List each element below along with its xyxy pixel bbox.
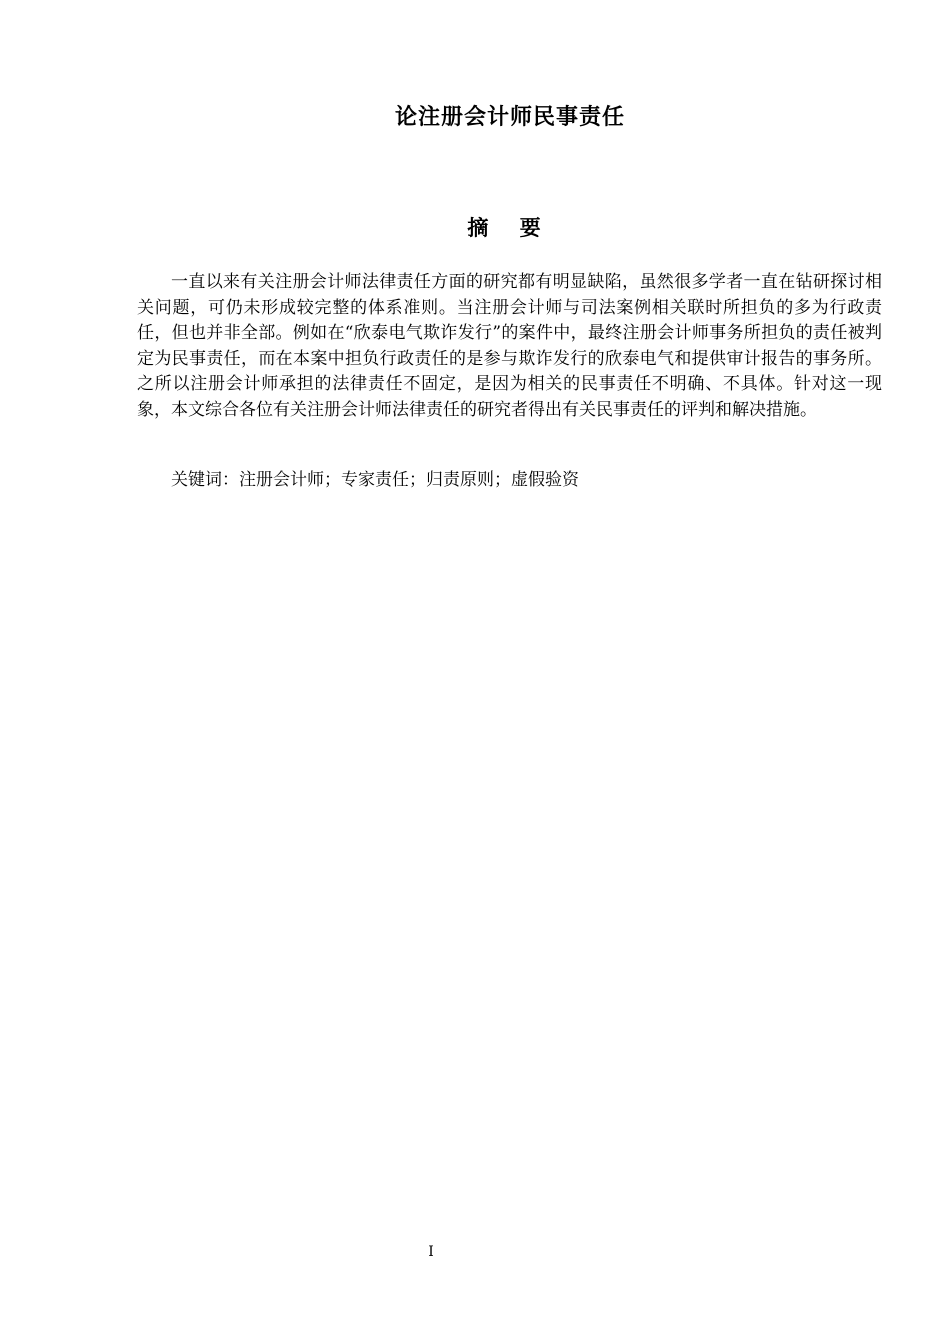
abstract-body: 一直以来有关注册会计师法律责任方面的研究都有明显缺陷，虽然很多学者一直在钻研探讨相关问题，可仍未形成较完整的体系准则。当注册会计师与司法案例相关联时所担负的多为行政责任，但也并非全部。例如在“欣泰电气欺诈发行”的案件中，最终注册会计师事务所担负的责任被判定为民事责任，而在本案中担负行政责任的是参与欺诈发行的欣泰电气和提供审计报告的事务所。之所以注册会计师承担的法律责任不固定，是因为相关的民事责任不明确、不具体。针对这一现象，本文综合各位有关注册会计师法律责任的研究者得出有关民事责任的评判和解决措施。 (137, 272, 882, 420)
page-number: I (428, 1244, 434, 1260)
abstract-heading: 摘 要 (467, 216, 553, 240)
keywords-line: 关键词：注册会计师；专家责任；归责原则；虚假验资 (171, 470, 579, 490)
document-title: 论注册会计师民事责任 (394, 105, 625, 130)
